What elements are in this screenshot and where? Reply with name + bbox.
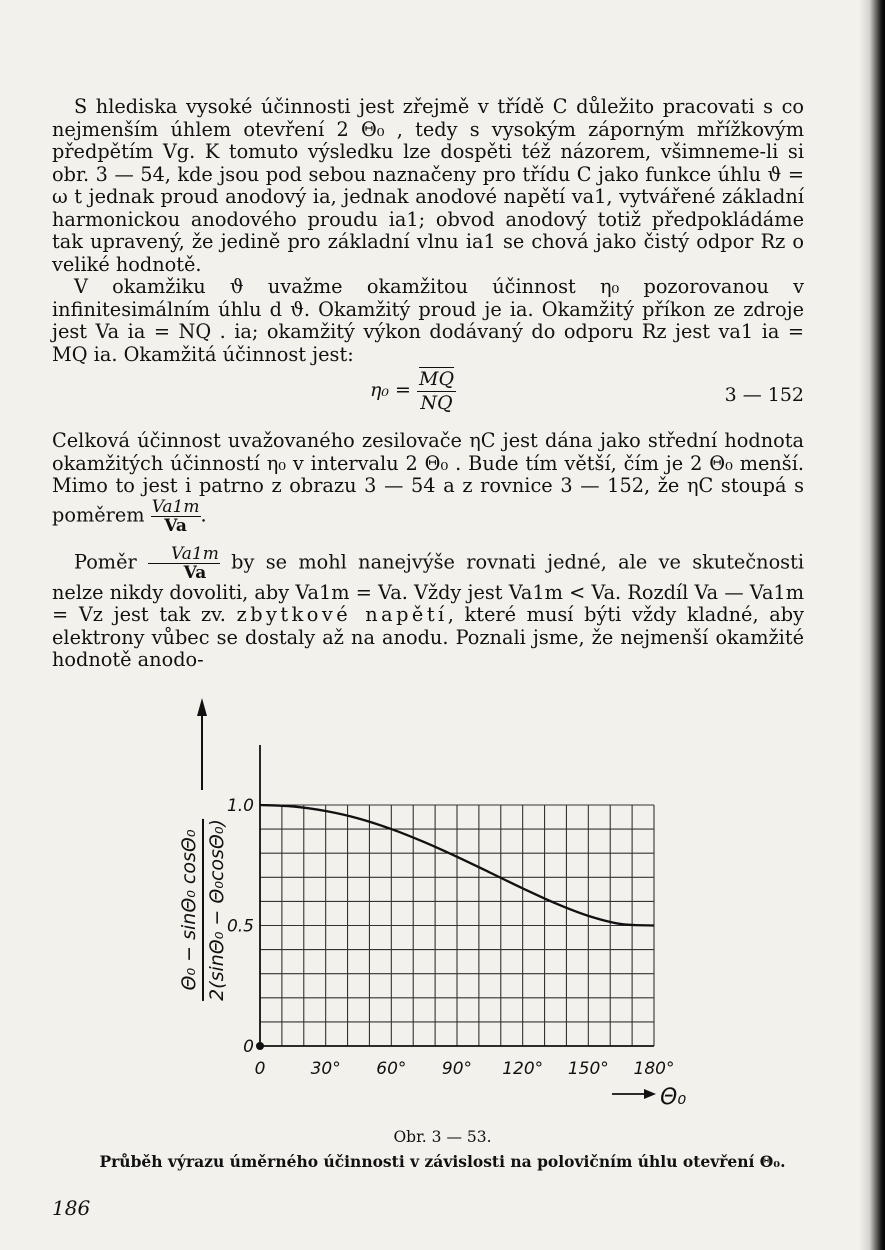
ratio-denominator-1: Va (164, 515, 187, 536)
body-text (52, 96, 804, 672)
equation-number: 3 — 152 (724, 384, 804, 406)
y-arrow-head (197, 698, 207, 716)
ratio-fraction-2 (148, 545, 220, 582)
ratio-fraction-1 (151, 498, 201, 535)
x-tick-label: 120° (502, 1059, 544, 1079)
chart-tick-labels (227, 796, 675, 1079)
origin-dot (256, 1042, 264, 1050)
figure-caption: Průběh výrazu úměrného účinnosti v závislosti na polovičním úhlu otevření Θ₀. (99, 1152, 786, 1171)
x-axis-label-group (612, 1085, 686, 1110)
x-tick-label: 30° (310, 1059, 341, 1079)
ratio-numerator-1: Va1m (151, 496, 200, 517)
y-tick-label: 1.0 (226, 796, 254, 816)
paragraph-4-emphasis: zbytkové napětí (236, 603, 448, 626)
ratio-numerator-2: Va1m (148, 545, 220, 564)
equation-fraction (417, 368, 456, 414)
paragraph-2: V okamžiku ϑ uvažme okamžitou účinnost η₀ pozorovanou v infinitesimálním úhlu d ϑ. Okamžitý proud je ia. Okamžitý příkon ze zdroje jest Va ia = NQ . ia; okamžitý výkon dodávaný do odporu Rz jest va1 ia = MQ ia. Okamžitá účinnost jest: (52, 275, 804, 366)
x-tick-label: 150° (567, 1059, 609, 1079)
paragraph-4 (52, 545, 804, 672)
y-axis-label-denominator: 2(sinΘ₀ − Θ₀cosΘ₀) (206, 819, 228, 1001)
page-number: 186 (52, 1196, 91, 1220)
figure-number: Obr. 3 — 53. (393, 1128, 492, 1146)
y-axis-label-rotated (178, 819, 228, 1001)
paragraph-3-text: Celková účinnost uvažovaného zesilovače ηC jest dána jako střední hodnota okamžitých účinností η₀ v intervalu 2 Θ₀ . Bude tím větší, čím je 2 Θ₀ menší. Mimo to jest i patrno z obrazu 3 — 54 a z rovnice 3 — 152, že ηC stoupá s poměrem (52, 429, 804, 526)
x-tick-label: 0 (254, 1059, 266, 1079)
equation-lhs: η₀ = (370, 379, 411, 401)
chart-grid (260, 805, 654, 1046)
equation-body (370, 368, 456, 414)
ratio-denominator-2: Va (183, 562, 207, 583)
y-tick-label: 0 (243, 1037, 254, 1057)
equation-denominator: NQ (420, 391, 453, 414)
x-tick-label: 180° (633, 1059, 675, 1079)
x-arrow-head (644, 1089, 656, 1099)
x-tick-label: 60° (376, 1059, 407, 1079)
paragraph-4-start: Poměr (74, 550, 137, 573)
y-axis-label (128, 795, 278, 1025)
y-tick-label: 0.5 (226, 916, 254, 937)
x-tick-label: 90° (441, 1059, 473, 1079)
paragraph-4-end: , které musí býti vždy kladné, aby elektrony vůbec se dostaly až na anodu. Poznali jsme, že nejmenší okamžité hodnotě anodo- (52, 603, 805, 671)
equation-3-152 (52, 366, 804, 430)
paragraph-4-middle: by se mohl nanejvýše rovnati jedné, ale ve skutečnosti nelze nikdy dovoliti, aby Va1m = Va. Vždy jest Va1m < Va. Rozdíl Va — Va1m = Vz jest tak zv. (52, 550, 804, 626)
paragraph-3: Celková účinnost uvažovaného zesilovače ηC jest dána jako střední hodnota okamžitých účinností η₀ v intervalu 2 Θ₀ . Bude tím větší, čím je 2 Θ₀ menší. Mimo to jest i patrno z obrazu 3 — 54 a z rovnice 3 — 152, že ηC stoupá s poměrem $\frac{Va1m}{Va}$ . (52, 429, 804, 536)
y-axis-label-numerator: Θ₀ − sinΘ₀ cosΘ₀ (178, 819, 204, 1001)
paragraph-1: S hlediska vysoké účinnosti jest zřejmě v třídě C důležito pracovati s co nejmenším úhlem otevření 2 Θ₀ , tedy s vysokým záporným mřížkovým předpětím Vg. K tomuto výsledku lze dospěti též názorem, všimneme-li si obr. 3 — 54, kde jsou pod sebou naznačeny pro třídu C jako funkce úhlu ϑ = ω t jednak proud anodový ia, jednak anodové napětí va1, vytvářené základní harmonickou anodového proudu ia1; obvod anodový totiž předpokládáme tak upravený, že jedině pro základní vlnu ia1 se chová jako čistý odpor Rz o veliké hodnotě. (52, 95, 804, 276)
x-axis-label: Θ₀ (660, 1085, 687, 1110)
equation-numerator: $\overline{MQ}$ (419, 368, 455, 390)
